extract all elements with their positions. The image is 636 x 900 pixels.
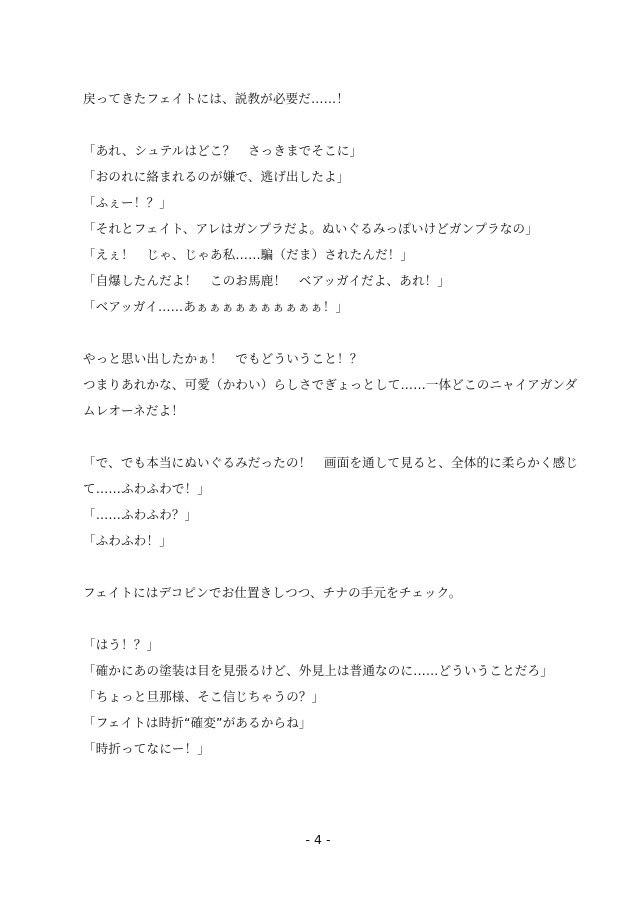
text-line: 「おのれに絡まれるのが嫌で、逃げ出したよ」	[83, 169, 350, 184]
text-line: 「ちょっと旦那様、そこ信じちゃうの？」	[83, 689, 325, 704]
text-line: 「ベアッガイ……あぁぁぁぁぁぁぁぁぁぁ！」	[83, 299, 349, 314]
text-line: フェイトにはデコピンでお仕置きしつつ、チナの手元をチェック。	[83, 585, 462, 600]
text-line: ムレオーネだよ！	[83, 403, 184, 418]
text-line: 「時折ってなにー！」	[83, 741, 211, 756]
text-line: 「それとフェイト、アレはガンプラだよ。ぬいぐるみっぽいけどガンプラなの」	[83, 221, 538, 236]
text-line: 戻ってきたフェイトには、説教が必要だ……！	[83, 91, 350, 106]
text-line: やっと思い出したかぁ！ でもどういうこと！？	[83, 351, 363, 366]
text-line: 「自爆したんだよ！ このお馬鹿！ ベアッガイだよ、あれ！」	[83, 273, 451, 288]
text-line: て……ふわふわで！」	[83, 481, 211, 496]
text-line: 「フェイトは時折“確変”があるからね」	[83, 715, 312, 730]
text-line: 「あれ、シュテルはどこ？ さっきまでそこに」	[83, 143, 363, 158]
text-line: 「で、でも本当にぬいぐるみだったの！ 画面を通して見ると、全体的に柔らかく感じ	[83, 455, 579, 470]
page-number: - 4 -	[305, 832, 331, 847]
text-line: 「……ふわふわ？」	[83, 507, 198, 522]
text-line: 「ふぇー！？」	[83, 195, 172, 210]
text-line: 「えぇ！ じゃ、じゃあ私……騙（だま）されたんだ！」	[83, 247, 414, 262]
text-line: 「ふわふわ！」	[83, 533, 172, 548]
text-line: つまりあれかな、可愛（かわい）らしさでぎょっとして……一体どこのニャイアガンダ	[83, 377, 578, 392]
text-line: 「はう！？」	[83, 637, 160, 652]
text-line: 「確かにあの塗装は目を見張るけど、外見上は普通なのに……どういうことだろ」	[83, 663, 553, 678]
